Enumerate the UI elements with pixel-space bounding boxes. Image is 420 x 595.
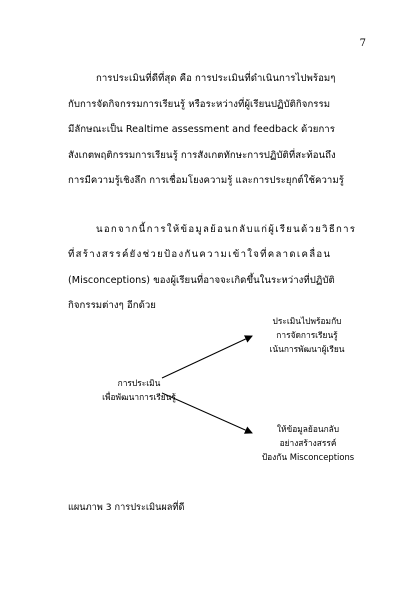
paragraph-2-line: นอกจากนี้การให้ข้อมูลย้อนกลับแก่ผู้เรียนด้วยวิธีการ bbox=[96, 224, 357, 235]
paragraph-1-line: สังเกตพฤติกรรมการเรียนรู้ การสังเกตทักษะการปฏิบัติที่สะท้อนถึง bbox=[68, 150, 336, 161]
figure-caption: แผนภาพ 3 การประเมินผลที่ดี bbox=[68, 502, 185, 513]
top-branch-line: เน้นการพัฒนาผู้เรียน bbox=[269, 344, 345, 354]
top-branch-line: ประเมินไปพร้อมกับ bbox=[272, 316, 342, 326]
paragraph-1-line: การประเมินที่ดีที่สุด คือ การประเมินที่ดำเนินการไปพร้อมๆ bbox=[96, 73, 336, 84]
diagram-top-branch-node bbox=[248, 314, 366, 356]
paragraph-2-line: (Misconceptions) ของผู้เรียนที่อาจจะเกิดขึ้นในระหว่างที่ปฏิบัติ bbox=[68, 275, 335, 286]
paragraph-2-line: ที่สร้างสรรค์ยังช่วยป้องกันความเข้าใจที่คลาดเคลื่อน bbox=[68, 249, 332, 260]
diagram-center-node bbox=[84, 376, 194, 404]
paragraph-1-line: กับการจัดกิจกรรมการเรียนรู้ หรือระหว่างที่ผู้เรียนปฏิบัติกิจกรรม bbox=[68, 99, 331, 110]
arrow-to-top-branch bbox=[162, 336, 252, 378]
paragraph-1-line: การมีความรู้เชิงลึก การเชื่อมโยงความรู้ และการประยุกต์ใช้ความรู้ bbox=[68, 175, 344, 186]
top-branch-line: การจัดการเรียนรู้ bbox=[276, 330, 338, 340]
diagram-bottom-branch-node bbox=[246, 422, 370, 464]
bottom-branch-line: ป้องกัน Misconceptions bbox=[261, 452, 355, 462]
page-number: 7 bbox=[359, 38, 366, 49]
paragraph-1-line: มีลักษณะเป็น Realtime assessment and feedback ด้วยการ bbox=[68, 124, 335, 135]
center-node-line: การประเมิน bbox=[117, 378, 161, 388]
bottom-branch-line: อย่างสร้างสรรค์ bbox=[279, 438, 337, 448]
bottom-branch-line: ให้ข้อมูลย้อนกลับ bbox=[276, 424, 340, 434]
paragraph-2-line: กิจกรรมต่างๆ อีกด้วย bbox=[68, 300, 156, 311]
center-node-line: เพื่อพัฒนาการเรียนรู้ bbox=[102, 392, 176, 402]
